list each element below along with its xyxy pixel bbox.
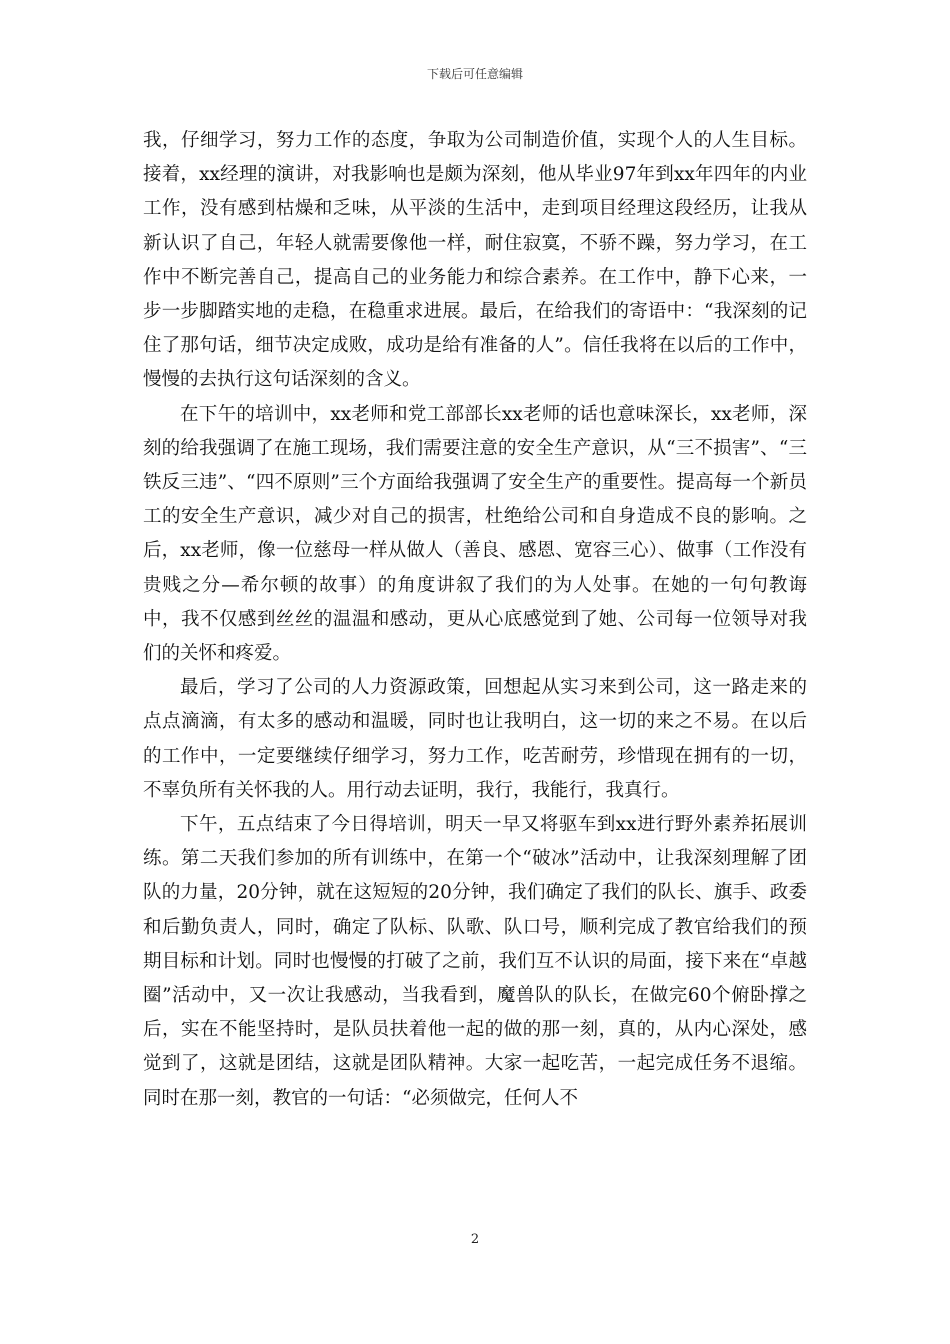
page-header-note: 下载后可任意编辑	[426, 67, 523, 81]
document-body	[143, 124, 807, 1116]
paragraph-4: 下午，五点结束了今日得培训，明天一早又将驱车到xx进行野外素养拓展训练。第二天我们参加的所有训练中，在第一个“破冰”活动中，让我深刻理解了团队的力量，20分钟，就在这短短的20分钟，我们确定了我们的队长、旗手、政委和后勤负责人，同时，确定了队标、队歌、队口号，顺利完成了教官给我们的预期目标和计划。同时也慢慢的打破了之前，我们互不认识的局面，接下来在“卓越圈”活动中，又一次让我感动，当我看到，魔兽队的队长，在做完60个俯卧撑之后，实在不能坚持时，是队员扶着他一起的做的那一刻，真的，从内心深处，感觉到了，这就是团结，这就是团队精神。大家一起吃苦，一起完成任务不退缩。同时在那一刻，教官的一句话：“必须做完，任何人不	[143, 814, 807, 1109]
page-number: 2	[470, 1232, 480, 1247]
paragraph-1: 我，仔细学习，努力工作的态度，争取为公司制造价值，实现个人的人生目标。接着，xx经理的演讲，对我影响也是颇为深刻，他从毕业97年到xx年四年的内业工作，没有感到枯燥和乏味，从平淡的生活中，走到项目经理这段经历，让我从新认识了自己，年轻人就需要像他一样，耐住寂寞，不骄不躁，努力学习，在工作中不断完善自己，提高自己的业务能力和综合素养。在工作中，静下心来，一步一步脚踏实地的走稳，在稳重求进展。最后，在给我们的寄语中：“我深刻的记住了那句话，细节决定成败，成功是给有准备的人”。信任我将在以后的工作中，慢慢的去执行这句话深刻的含义。	[143, 130, 807, 391]
paragraph-2: 在下午的培训中，xx老师和党工部部长xx老师的话也意味深长，xx老师，深刻的给我强调了在施工现场，我们需要注意的安全生产意识，从“三不损害”、“三铁反三违”、“四不原则”三个方面给我强调了安全生产的重要性。提高每一个新员工的安全生产意识，减少对自己的损害，杜绝给公司和自身造成不良的影响。之后，xx老师，像一位慈母一样从做人（善良、感恩、宽容三心）、做事（工作没有贵贱之分—希尔顿的故事）的角度讲叙了我们的为人处事。在她的一句句教诲中，我不仅感到丝丝的温温和感动，更从心底感觉到了她、公司每一位领导对我们的关怀和疼爱。	[143, 403, 807, 665]
paragraph-3: 最后，学习了公司的人力资源政策，回想起从实习来到公司，这一路走来的点点滴滴，有太多的感动和温暖，同时也让我明白，这一切的来之不易。在以后的工作中，一定要继续仔细学习，努力工作，吃苦耐劳，珍惜现在拥有的一切，不辜负所有关怀我的人。用行动去证明，我行，我能行，我真行。	[143, 677, 807, 801]
